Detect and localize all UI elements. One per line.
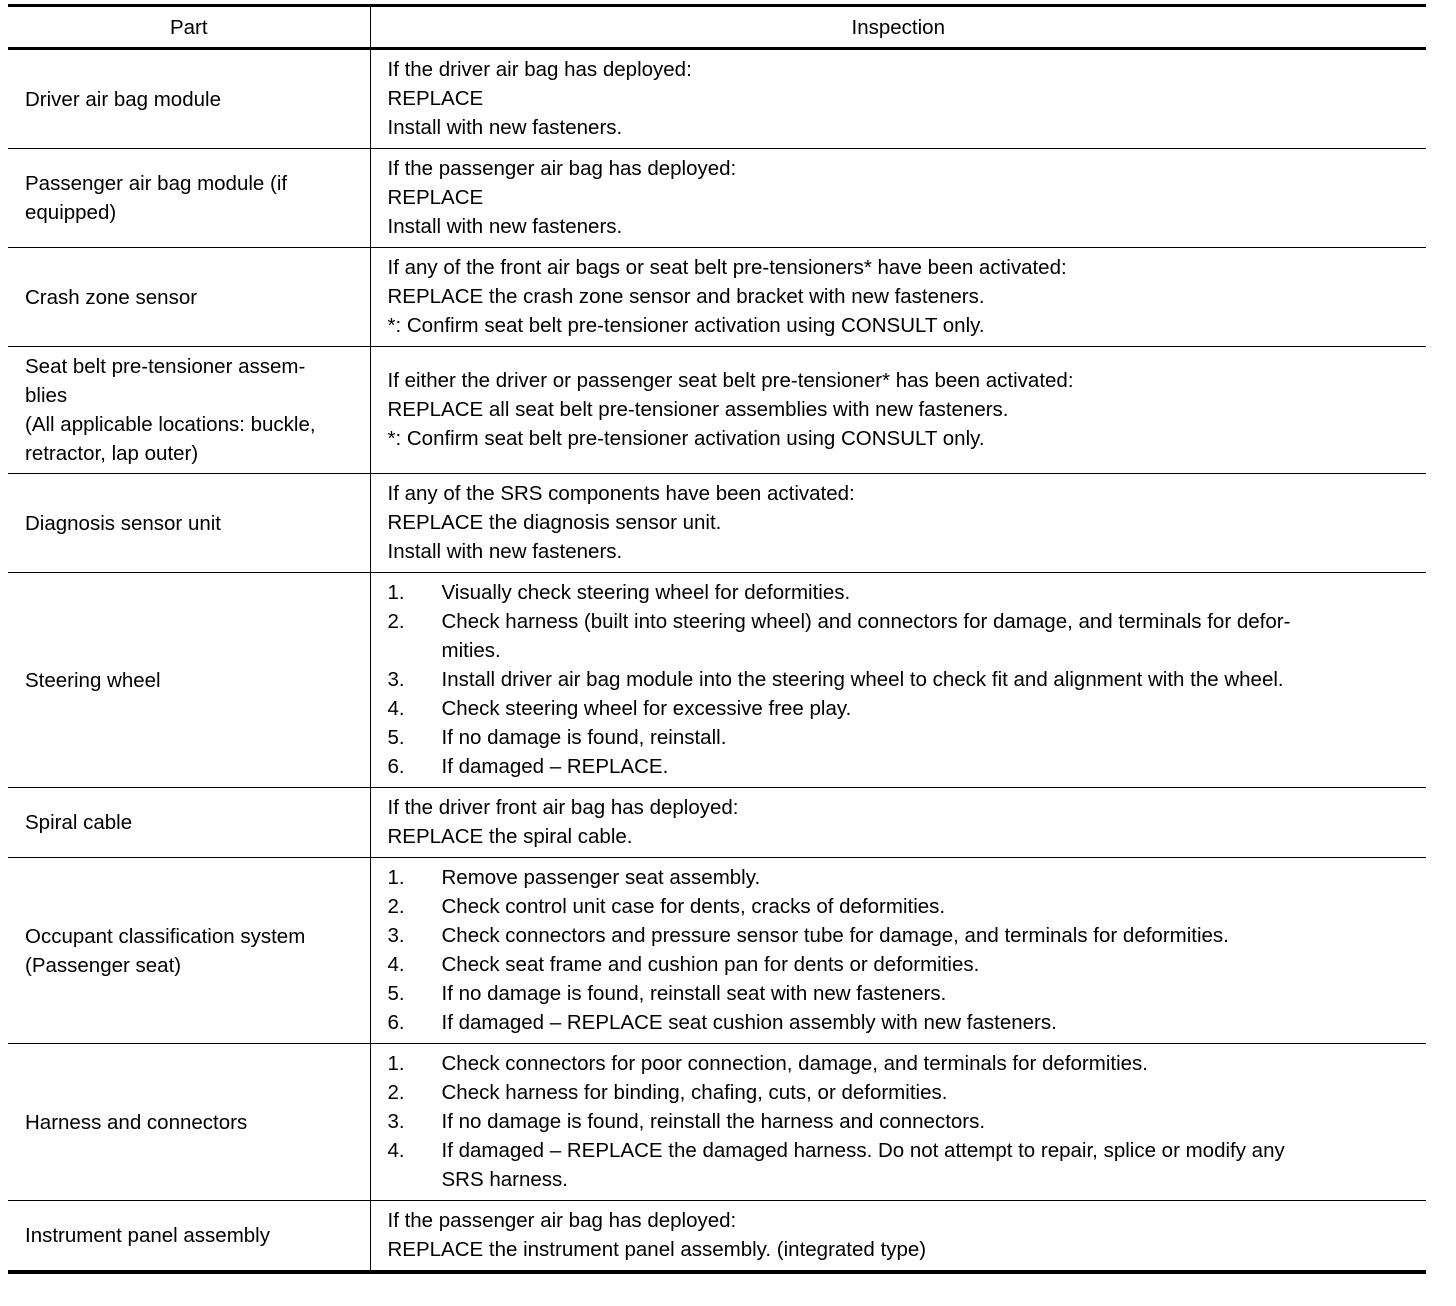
step-text (442, 723, 1413, 752)
step-text-line: mities. (441, 639, 501, 662)
inspection-text: *: Confirm seat belt pre-tensioner activation using CONSULT only. (387, 427, 985, 450)
inspection-cell (370, 858, 1426, 1044)
inspection-cell (370, 248, 1426, 347)
step-text-line: Visually check steering wheel for deformities. (441, 581, 851, 604)
step-text (442, 863, 1413, 892)
step-text-line: Install driver air bag module into the steering wheel to check fit and alignment with the wheel. (441, 668, 1284, 691)
step-number: 4. (387, 1139, 405, 1162)
step-text (442, 892, 1413, 921)
step-number: 6. (387, 1011, 405, 1034)
step-number: 1. (387, 866, 405, 889)
step-text-line: Check seat frame and cushion pan for dents or deformities. (441, 953, 980, 976)
step-text (442, 578, 1413, 607)
table-row (8, 1044, 1426, 1201)
part-text: Diagnosis sensor unit (25, 511, 221, 535)
inspection-step (388, 979, 1413, 1008)
step-number: 2. (387, 610, 405, 633)
part-cell (8, 347, 370, 474)
part-text: Passenger air bag module (if (25, 172, 288, 195)
part-cell (8, 573, 370, 788)
step-text-line: Remove passenger seat assembly. (441, 866, 761, 889)
step-text (442, 607, 1413, 665)
step-text-line: Check connectors and pressure sensor tube for damage, and terminals for deformities. (441, 924, 1229, 947)
inspection-text: If the driver air bag has deployed: (387, 58, 692, 81)
step-text-line: Check connectors for poor connection, damage, and terminals for deformities. (441, 1052, 1148, 1075)
inspection-text: REPLACE the instrument panel assembly. (integrated type) (387, 1238, 927, 1261)
step-text (442, 979, 1413, 1008)
inspection-text: REPLACE (387, 87, 484, 110)
inspection-cell (370, 49, 1426, 149)
part-text: Steering wheel (25, 668, 161, 692)
inspection-cell (370, 149, 1426, 248)
step-text-line: Check control unit case for dents, cracks of deformities. (441, 895, 946, 918)
inspection-step (388, 752, 1413, 781)
step-text-line: If no damage is found, reinstall. (441, 726, 727, 749)
inspection-text: Install with new fasteners. (387, 215, 623, 238)
inspection-text: If the driver front air bag has deployed: (387, 796, 739, 819)
step-number: 3. (387, 924, 405, 947)
inspection-steps (388, 578, 1413, 781)
part-text: Crash zone sensor (25, 285, 198, 309)
step-text (442, 752, 1413, 781)
step-text-line: If no damage is found, reinstall seat with new fasteners. (441, 982, 947, 1005)
inspection-text: If either the driver or passenger seat belt pre-tensioner* has been activated: (387, 369, 1074, 392)
inspection-text: If any of the front air bags or seat belt pre-tensioners* have been activated: (387, 256, 1067, 279)
header-inspection: Inspection (370, 6, 1426, 49)
step-number: 3. (387, 1110, 405, 1133)
inspection-steps (388, 863, 1413, 1037)
inspection-text: REPLACE (387, 186, 484, 209)
inspection-step (388, 921, 1413, 950)
inspection-step (388, 950, 1413, 979)
part-text: Driver air bag module (25, 87, 221, 111)
part-cell (8, 1201, 370, 1273)
inspection-step (388, 1049, 1413, 1078)
step-number: 5. (387, 982, 405, 1005)
table-row (8, 573, 1426, 788)
table-header (8, 6, 1426, 49)
part-text: equipped) (25, 201, 117, 224)
step-text (442, 1107, 1413, 1136)
inspection-step (388, 863, 1413, 892)
step-text (442, 1136, 1413, 1194)
srs-inspection-table (8, 4, 1426, 1274)
step-text-line: SRS harness. (441, 1168, 568, 1191)
header-row (8, 6, 1426, 49)
table-row (8, 248, 1426, 347)
part-cell (8, 858, 370, 1044)
inspection-text: If the passenger air bag has deployed: (387, 157, 737, 180)
part-text: (Passenger seat) (25, 953, 182, 977)
part-cell (8, 49, 370, 149)
table-row (8, 347, 1426, 474)
table-row (8, 474, 1426, 573)
step-text-line: Check steering wheel for excessive free play. (441, 697, 852, 720)
step-text-line: Check harness for binding, chafing, cuts, or deformities. (441, 1081, 948, 1104)
step-text (442, 1078, 1413, 1107)
inspection-step (388, 892, 1413, 921)
step-text-line: If damaged – REPLACE seat cushion assembly with new fasteners. (441, 1011, 1057, 1034)
inspection-step (388, 1136, 1413, 1194)
step-number: 1. (387, 581, 405, 604)
inspection-cell (370, 1044, 1426, 1201)
part-cell (8, 474, 370, 573)
inspection-step (388, 607, 1413, 665)
part-cell (8, 788, 370, 858)
step-text (442, 665, 1413, 694)
inspection-steps (388, 1049, 1413, 1194)
inspection-text: *: Confirm seat belt pre-tensioner activation using CONSULT only. (387, 314, 985, 337)
header-part: Part (169, 15, 208, 39)
step-number: 3. (387, 668, 405, 691)
step-number: 1. (387, 1052, 405, 1075)
part-text: Harness and connectors (25, 1110, 248, 1134)
inspection-cell (370, 474, 1426, 573)
inspection-text: REPLACE the diagnosis sensor unit. (387, 511, 722, 534)
table-body (8, 49, 1426, 1273)
part-cell (8, 149, 370, 248)
part-text: Occupant classification system (25, 924, 306, 948)
inspection-cell (370, 788, 1426, 858)
inspection-cell (370, 347, 1426, 474)
step-number: 4. (387, 697, 405, 720)
inspection-step (388, 578, 1413, 607)
table-row (8, 788, 1426, 858)
inspection-text: REPLACE the crash zone sensor and bracket with new fasteners. (387, 285, 985, 308)
step-text-line: If damaged – REPLACE. (441, 755, 669, 778)
step-text-line: If no damage is found, reinstall the harness and connectors. (441, 1110, 986, 1133)
part-text: (All applicable locations: buckle, (25, 413, 316, 436)
part-cell (8, 1044, 370, 1201)
inspection-step (388, 1008, 1413, 1037)
inspection-step (388, 723, 1413, 752)
inspection-text: REPLACE the spiral cable. (387, 825, 633, 848)
step-text (442, 1008, 1413, 1037)
step-number: 5. (387, 726, 405, 749)
step-text (442, 950, 1413, 979)
inspection-text: Install with new fasteners. (387, 540, 623, 563)
table-row (8, 149, 1426, 248)
inspection-text: Install with new fasteners. (387, 116, 623, 139)
inspection-step (388, 1078, 1413, 1107)
inspection-cell (370, 1201, 1426, 1273)
step-number: 2. (387, 1081, 405, 1104)
part-text: Instrument panel assembly (25, 1224, 270, 1247)
step-text-line: Check harness (built into steering wheel) and connectors for damage, and terminals for defor- (441, 610, 1291, 633)
step-number: 2. (387, 895, 405, 918)
inspection-step (388, 694, 1413, 723)
inspection-text: REPLACE all seat belt pre-tensioner assemblies with new fasteners. (387, 398, 1009, 421)
step-text (442, 921, 1413, 950)
part-text: Seat belt pre-tensioner assem- (25, 355, 306, 378)
table-row (8, 1201, 1426, 1273)
table-row (8, 858, 1426, 1044)
part-text: Spiral cable (25, 811, 133, 834)
part-cell (8, 248, 370, 347)
part-text: blies (25, 384, 68, 407)
table-row (8, 49, 1426, 149)
inspection-cell (370, 573, 1426, 788)
inspection-text: If any of the SRS components have been activated: (387, 482, 855, 505)
step-text (442, 694, 1413, 723)
inspection-step (388, 665, 1413, 694)
part-text: retractor, lap outer) (25, 442, 199, 465)
inspection-step (388, 1107, 1413, 1136)
step-text-line: If damaged – REPLACE the damaged harness. Do not attempt to repair, splice or modify any (441, 1139, 1285, 1162)
step-number: 4. (387, 953, 405, 976)
step-number: 6. (387, 755, 405, 778)
inspection-text: If the passenger air bag has deployed: (387, 1209, 737, 1232)
step-text (442, 1049, 1413, 1078)
